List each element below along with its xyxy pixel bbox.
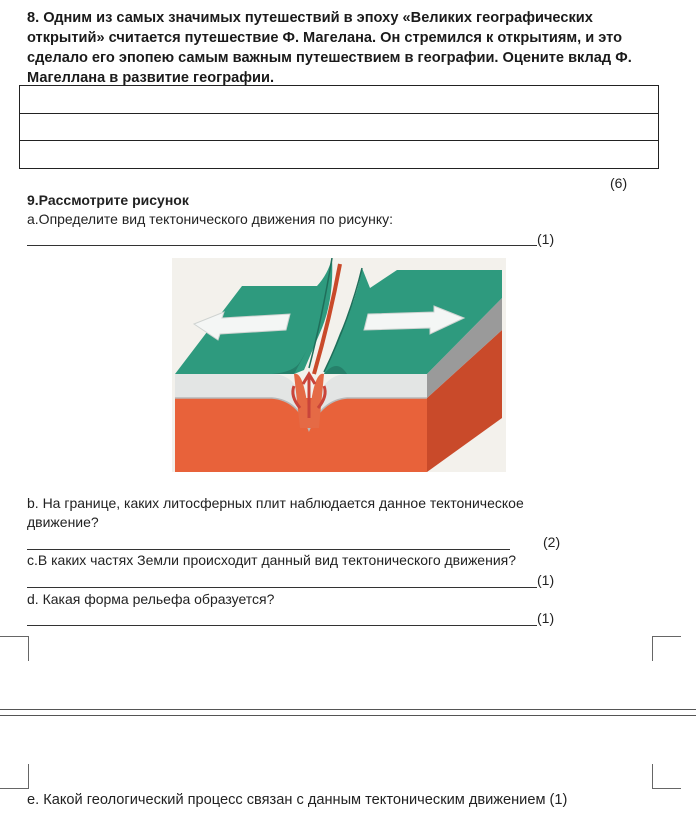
question-9-heading: 9.Рассмотрите рисунок xyxy=(27,192,189,208)
answer-cell[interactable] xyxy=(20,113,659,141)
answer-cell[interactable] xyxy=(20,86,659,114)
question-9b-score: (2) xyxy=(543,534,561,550)
question-9a-score: (1) xyxy=(537,231,555,247)
question-8-text: 8. Одним из самых значимых путешествий в эпоху «Великих географических открытий» считается путешествие Ф. Магелана. Он стремился к открытиям, и это сделало его эпопею самым важным путешествием в географии. Оцените вклад Ф. Магеллана в развитие географии. xyxy=(27,10,632,86)
page-separator-top xyxy=(0,709,696,710)
answer-line-9d[interactable] xyxy=(27,625,537,626)
question-9d-text: d. Какая форма рельефа образуется? xyxy=(27,591,275,607)
crop-mark-bottom-right xyxy=(652,764,681,789)
crop-mark-bottom-left xyxy=(0,764,29,789)
answer-line-9a[interactable] xyxy=(27,245,537,246)
tectonic-divergence-figure xyxy=(172,258,506,472)
answer-line-9b[interactable] xyxy=(27,549,510,550)
question-9c-text: с.В каких частях Земли происходит данный вид тектонического движения? xyxy=(27,552,517,568)
answer-line-9c[interactable] xyxy=(27,587,537,588)
crop-mark-top-right xyxy=(652,636,681,661)
answer-table xyxy=(19,85,659,169)
page-separator-bottom xyxy=(0,715,696,716)
question-9c-score: (1) xyxy=(537,572,555,588)
question-8-score: (6) xyxy=(610,175,628,191)
question-9e-text: е. Какой геологический процесс связан с данным тектоническим движением (1) xyxy=(27,792,568,808)
question-9b-line2: движение? xyxy=(27,514,99,530)
answer-cell[interactable] xyxy=(20,141,659,169)
question-9b-line1: b. На границе, каких литосферных плит наблюдается данное тектоническое xyxy=(27,495,524,511)
question-9d-score: (1) xyxy=(537,610,555,626)
crop-mark-top-left xyxy=(0,636,29,661)
question-9a-text: а.Определите вид тектонического движения по рисунку: xyxy=(27,211,394,227)
